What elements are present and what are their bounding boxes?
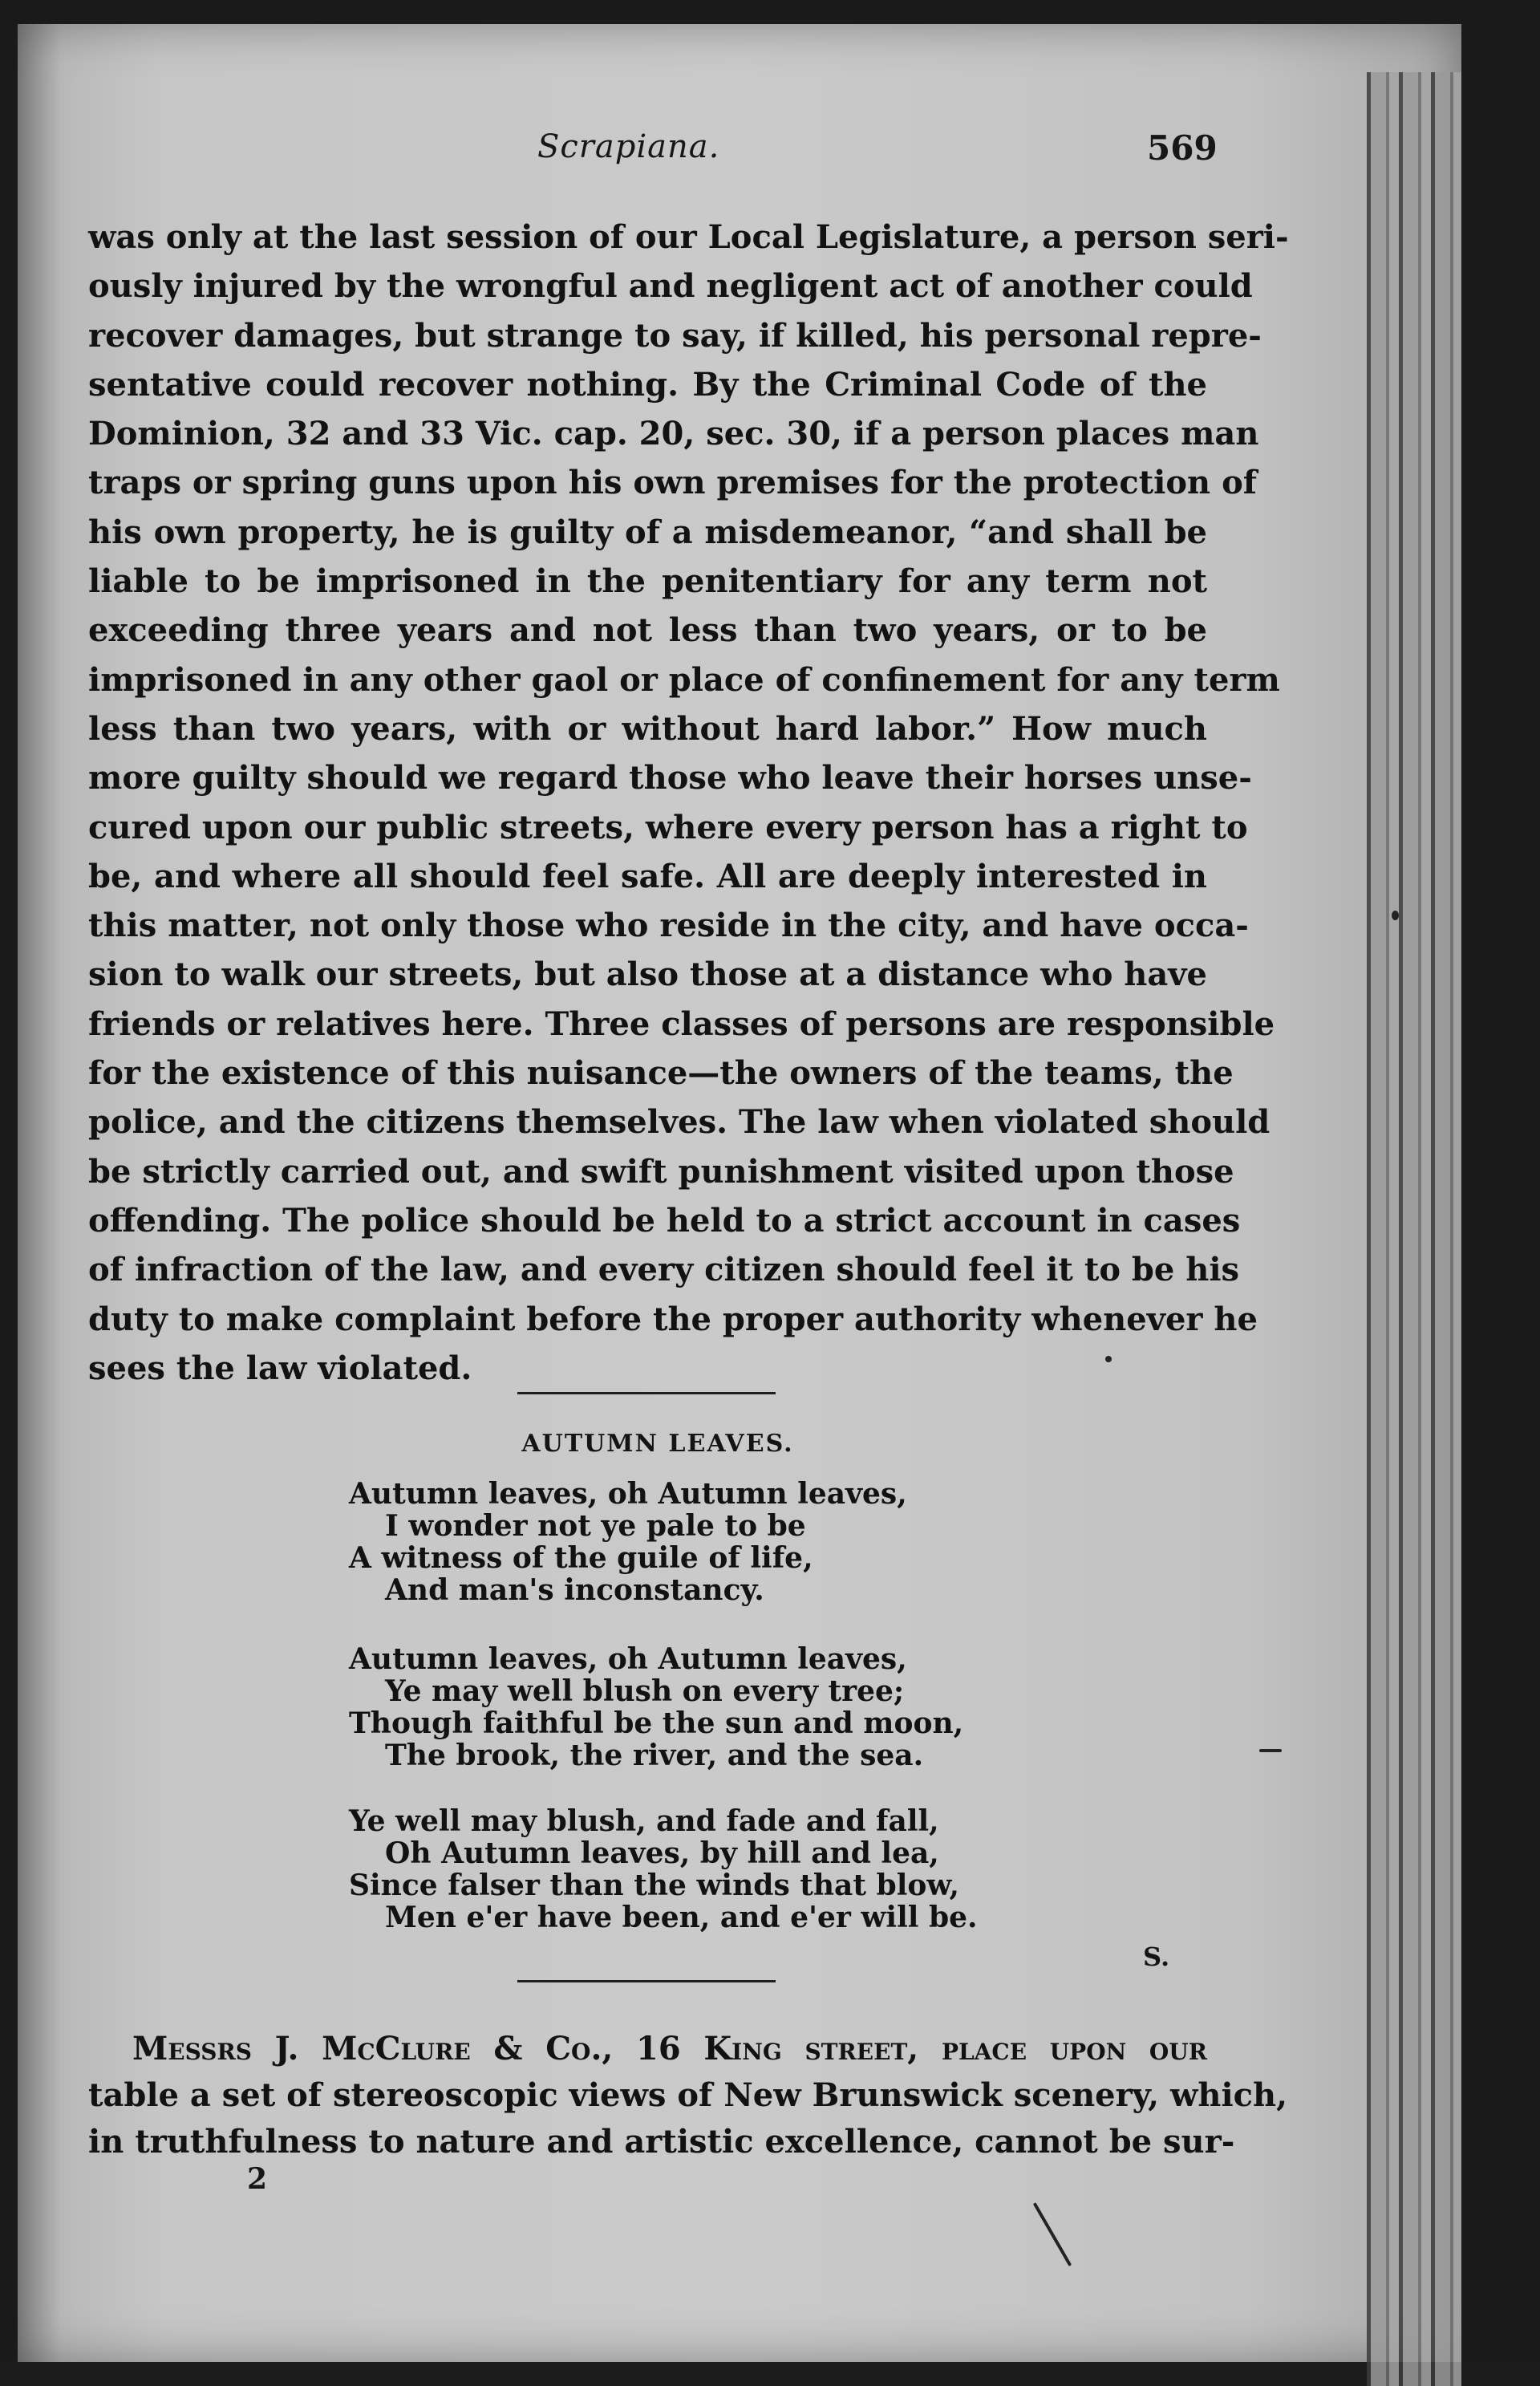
poem-stanza-2 xyxy=(349,1643,963,1771)
text-line: for the existence of this nuisance—the owners of the teams, the xyxy=(88,1054,1234,1093)
dust-speck xyxy=(1392,911,1399,920)
poem-line: Since falser than the winds that blow, xyxy=(349,1869,959,1902)
text-line: sees the law violated. xyxy=(88,1349,472,1387)
text-line: duty to make complaint before the proper authority whenever he xyxy=(88,1300,1258,1338)
text-line: less than two years, with or without hard labor.” How much xyxy=(88,709,1207,748)
text-line: imprisoned in any other gaol or place of confinement for any term xyxy=(88,660,1280,699)
text-line: recover damages, but strange to say, if killed, his personal repre- xyxy=(88,316,1262,355)
poem-line: Ye well may blush, and fade and fall, xyxy=(349,1804,939,1838)
text-line: was only at the last session of our Local Legislature, a person seri- xyxy=(88,218,1289,256)
notice-line: table a set of stereoscopic views of New Brunswick scenery, which, xyxy=(88,2076,1288,2114)
poem-title: AUTUMN LEAVES. xyxy=(521,1430,794,1458)
text-line: friends or relatives here. Three classes of persons are responsible xyxy=(88,1004,1275,1043)
text-line: exceeding three years and not less than two years, or to be xyxy=(88,611,1207,650)
notice-line xyxy=(88,2026,1207,2072)
poem-stanza-1 xyxy=(349,1478,907,1606)
poem-stanza-3 xyxy=(349,1805,978,1934)
text-line: sentative could recover nothing. By the Criminal Code of the xyxy=(88,365,1207,404)
dust-speck xyxy=(1105,1356,1112,1362)
text-line: ously injured by the wrongful and negligent act of another could xyxy=(88,267,1253,306)
poem-line: The brook, the river, and the sea. xyxy=(385,1739,924,1772)
page-number: 569 xyxy=(1147,128,1218,168)
text-line: offending. The police should be held to a strict account in cases xyxy=(88,1201,1241,1240)
text-line: traps or spring guns upon his own premises for the protection of xyxy=(88,464,1257,502)
text-line: be, and where all should feel safe. All are deeply interested in xyxy=(88,857,1207,895)
body-paragraph xyxy=(88,213,1289,1393)
notice-paragraph xyxy=(88,2026,1288,2165)
poem-line: A witness of the guile of life, xyxy=(349,1541,813,1575)
text-line: his own property, he is guilty of a misdemeanor, “and shall be xyxy=(88,513,1207,551)
poem-line: Autumn leaves, oh Autumn leaves, xyxy=(349,1642,907,1676)
text-line: more guilty should we regard those who leave their horses unse- xyxy=(88,759,1252,797)
text-line: cured upon our public streets, where every person has a right to xyxy=(88,808,1248,846)
notice-line: in truthfulness to nature and artistic excellence, cannot be sur- xyxy=(88,2123,1235,2161)
text-line: Dominion, 32 and 33 Vic. cap. 20, sec. 30, if a person places man xyxy=(88,415,1259,453)
poem-line: I wonder not ye pale to be xyxy=(385,1509,806,1543)
text-line: of infraction of the law, and every citizen should feel it to be his xyxy=(88,1251,1240,1289)
poem-signature: S. xyxy=(1143,1942,1170,1972)
page-header xyxy=(0,128,1219,177)
poem-line: Autumn leaves, oh Autumn leaves, xyxy=(349,1477,907,1511)
text-line: this matter, not only those who reside in the city, and have occa- xyxy=(88,907,1249,945)
poem-line: Though faithful be the sun and moon, xyxy=(349,1706,964,1740)
printer-signature-mark: 2 xyxy=(247,2162,268,2196)
poem-line: Men e'er have been, and e'er will be. xyxy=(385,1901,978,1934)
text-line: be strictly carried out, and swift punishment visited upon those xyxy=(88,1152,1234,1191)
text-line: sion to walk our streets, but also those at a distance who have xyxy=(88,956,1207,994)
running-title: Scrapiana. xyxy=(537,128,720,165)
notice-line-text: J. McClure & Co., 16 King street, place upon our xyxy=(251,2030,1207,2067)
section-divider-bottom xyxy=(517,1980,776,1982)
dust-speck xyxy=(1259,1749,1282,1752)
text-line: police, and the citizens themselves. The law when violated should xyxy=(88,1103,1270,1142)
poem-line: Oh Autumn leaves, by hill and lea, xyxy=(385,1836,939,1870)
text-line: liable to be imprisoned in the penitentiary for any term not xyxy=(88,562,1207,601)
poem-line: And man's inconstancy. xyxy=(385,1573,764,1607)
page-edges xyxy=(1367,72,1461,2386)
notice-lead: Messrs xyxy=(132,2030,252,2067)
section-divider-top xyxy=(517,1392,776,1394)
poem-line: Ye may well blush on every tree; xyxy=(385,1674,905,1708)
